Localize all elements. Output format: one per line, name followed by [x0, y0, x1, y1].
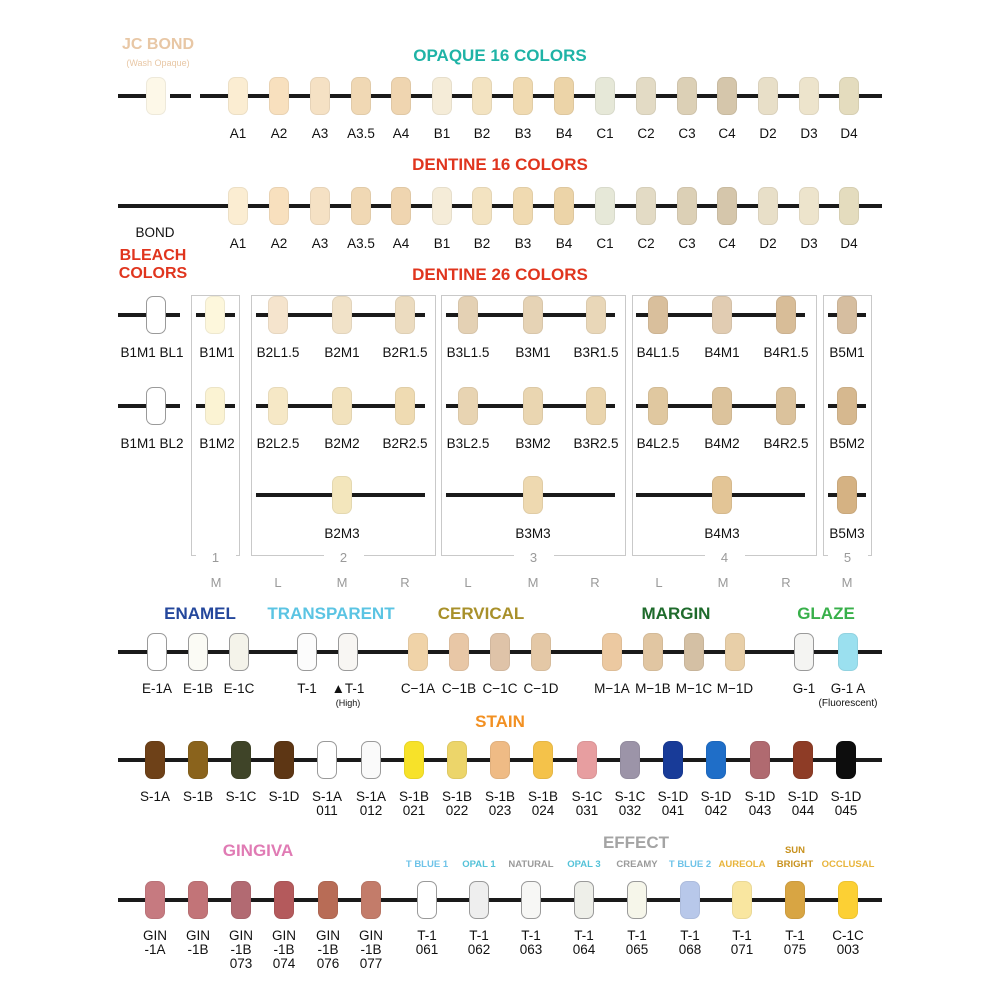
dentine26-swatch: [523, 296, 543, 334]
stain-label: S-1D: [744, 789, 776, 804]
opaque-swatch-c1: [595, 77, 615, 115]
stain-code: 022: [445, 803, 469, 818]
dentine26-swatch: [395, 296, 415, 334]
dentine26-label: B4M2: [704, 436, 740, 451]
margin-label: M−1B: [635, 681, 671, 696]
effect-code: 075: [783, 942, 807, 957]
opaque-swatch-b1: [432, 77, 452, 115]
stain-label: S-1B: [527, 789, 558, 804]
opaque-label: B3: [514, 126, 532, 141]
dentine16-swatch-c4: [717, 187, 737, 225]
dentine16-label: B1: [433, 236, 451, 251]
dentine26-label: B2R2.5: [382, 436, 428, 451]
opaque-label: A4: [392, 126, 410, 141]
dentine26-group-box-3: [441, 295, 626, 556]
dentine16-label: A4: [392, 236, 410, 251]
glaze-title: GLAZE: [797, 604, 855, 623]
opaque-swatch-d3: [799, 77, 819, 115]
effect-name: OPAL 3: [567, 859, 601, 870]
gingiva-title: GINGIVA: [222, 841, 294, 860]
dentine16-label: D2: [759, 236, 777, 251]
transparent-sublabel: (High): [335, 698, 361, 708]
stain-swatch: [577, 741, 597, 779]
dentine16-label: C3: [678, 236, 696, 251]
margin-swatch: [725, 633, 745, 671]
dentine16-swatch-a3: [310, 187, 330, 225]
opaque-label: D2: [759, 126, 777, 141]
dentine16-label: D4: [840, 236, 858, 251]
dentine26-label: B5M1: [829, 345, 865, 360]
dentine26-swatch: [648, 387, 668, 425]
dentine16-label: C4: [718, 236, 736, 251]
effect-label: T-1: [521, 928, 541, 943]
gingiva-label: -1B: [187, 942, 209, 957]
cervical-title: CERVICAL: [437, 604, 525, 623]
opaque-swatch-c2: [636, 77, 656, 115]
dentine16-swatch-d2: [758, 187, 778, 225]
cervical-swatch: [408, 633, 428, 671]
cervical-label: C−1B: [441, 681, 477, 696]
stain-code: 041: [661, 803, 685, 818]
dentine16-swatch-c3: [677, 187, 697, 225]
dentine26-label: B3L2.5: [446, 436, 490, 451]
dentine16-label: B2: [473, 236, 491, 251]
stain-swatch: [404, 741, 424, 779]
dentine26-swatch: [523, 476, 543, 514]
column-letter: R: [590, 575, 600, 590]
bleach-title-line1: BLEACH: [119, 247, 187, 264]
stain-swatch: [145, 741, 165, 779]
stain-label: S-1A: [355, 789, 386, 804]
gingiva-code: 074: [272, 956, 296, 971]
transparent-swatch: [297, 633, 317, 671]
dentine26-swatch: [395, 387, 415, 425]
effect-name-top: SUN: [784, 845, 806, 856]
gingiva-swatch: [361, 881, 381, 919]
stain-label: S-1B: [398, 789, 429, 804]
effect-name: OPAL 1: [462, 859, 496, 870]
dentine26-label: B4M3: [704, 526, 740, 541]
gingiva-swatch: [145, 881, 165, 919]
margin-swatch: [602, 633, 622, 671]
transparent-title: TRANSPARENT: [267, 604, 395, 623]
margin-label: M−1C: [675, 681, 713, 696]
stain-label: S-1B: [182, 789, 213, 804]
opaque-swatch-a3: [310, 77, 330, 115]
stain-title: STAIN: [475, 712, 525, 731]
column-letter: M: [210, 575, 222, 590]
stain-swatch: [750, 741, 770, 779]
opaque-title: OPAQUE 16 COLORS: [413, 46, 587, 65]
opaque-label: C1: [596, 126, 614, 141]
jc-bond-swatch: [146, 77, 166, 115]
dentine26-swatch: [837, 476, 857, 514]
dentine16-label: C2: [637, 236, 655, 251]
cervical-swatch: [490, 633, 510, 671]
effect-swatch: [785, 881, 805, 919]
opaque-swatch-b3: [513, 77, 533, 115]
effect-name: OCCLUSAL: [821, 859, 875, 870]
enamel-swatch: [229, 633, 249, 671]
column-letter: M: [336, 575, 348, 590]
enamel-title: ENAMEL: [164, 604, 236, 623]
dentine26-group-box-4: [632, 295, 817, 556]
column-letter: R: [400, 575, 410, 590]
effect-code: 064: [572, 942, 596, 957]
effect-code: 068: [678, 942, 702, 957]
cervical-label: C−1D: [523, 681, 559, 696]
dentine26-title: DENTINE 26 COLORS: [412, 265, 588, 284]
dentine16-title: DENTINE 16 COLORS: [412, 155, 588, 174]
gingiva-code: 077: [359, 956, 383, 971]
dentine16-label: A2: [270, 236, 288, 251]
column-letter: R: [781, 575, 791, 590]
gingiva-label: -1A: [144, 942, 166, 957]
dentine26-label: B2M1: [324, 345, 360, 360]
column-letter: M: [717, 575, 729, 590]
opaque-swatch-a2: [269, 77, 289, 115]
dentine26-label: B2L1.5: [256, 345, 300, 360]
opaque-label: A2: [270, 126, 288, 141]
transparent-swatch: [338, 633, 358, 671]
stain-code: 012: [359, 803, 383, 818]
stain-swatch: [317, 741, 337, 779]
dentine26-group-box-2: [251, 295, 436, 556]
dentine26-label: B4L2.5: [636, 436, 680, 451]
stain-label: S-1D: [830, 789, 862, 804]
opaque-swatch-b2: [472, 77, 492, 115]
group-number: 4: [705, 550, 745, 565]
gingiva-label: -1B: [360, 942, 382, 957]
dentine26-swatch: [332, 476, 352, 514]
gingiva-code: 073: [229, 956, 253, 971]
effect-label: T-1: [574, 928, 594, 943]
effect-swatch: [680, 881, 700, 919]
effect-code: 063: [519, 942, 543, 957]
effect-label: T-1: [627, 928, 647, 943]
dentine26-swatch: [586, 387, 606, 425]
stain-code: 021: [402, 803, 426, 818]
stain-label: S-1D: [700, 789, 732, 804]
glaze-sublabel: (Fluorescent): [818, 698, 878, 709]
effect-name: T BLUE 1: [405, 859, 449, 870]
dentine16-label: A1: [229, 236, 247, 251]
stain-code: 031: [575, 803, 599, 818]
gingiva-label: -1B: [273, 942, 295, 957]
glaze-swatch: [794, 633, 814, 671]
opaque-swatch-d2: [758, 77, 778, 115]
bleach-label: B1M1 BL2: [120, 436, 184, 451]
opaque-label: B4: [555, 126, 573, 141]
dentine26-label: B3L1.5: [446, 345, 490, 360]
dentine26-label: B5M2: [829, 436, 865, 451]
opaque-label: C4: [718, 126, 736, 141]
effect-name: T BLUE 2: [668, 859, 712, 870]
transparent-label: T-1: [297, 681, 317, 696]
dentine16-label: B3: [514, 236, 532, 251]
column-letter: L: [464, 575, 472, 590]
stain-label: S-1A: [139, 789, 170, 804]
dentine16-label: B4: [555, 236, 573, 251]
stain-label: S-1B: [441, 789, 472, 804]
stain-label: S-1A: [311, 789, 342, 804]
effect-label: T-1: [417, 928, 437, 943]
dentine26-label: B3M1: [515, 345, 551, 360]
dentine16-swatch-b4: [554, 187, 574, 225]
group-number: 1: [196, 550, 236, 565]
dentine26-swatch: [712, 296, 732, 334]
group-number: 3: [514, 550, 554, 565]
dentine16-swatch-d4: [839, 187, 859, 225]
dentine16-swatch-a4: [391, 187, 411, 225]
stain-code: 045: [834, 803, 858, 818]
opaque-label: A1: [229, 126, 247, 141]
gingiva-label: GIN: [271, 928, 296, 943]
gingiva-swatch: [231, 881, 251, 919]
effect-label: C-1C: [832, 928, 864, 943]
bleach-swatch-b1m1-bl2: [146, 387, 166, 425]
column-letter: M: [841, 575, 853, 590]
effect-name: NATURAL: [508, 859, 554, 870]
effect-label: T-1: [785, 928, 805, 943]
dentine26-label: B3R1.5: [573, 345, 619, 360]
stain-swatch: [533, 741, 553, 779]
opaque-swatch-c4: [717, 77, 737, 115]
stain-label: S-1D: [787, 789, 819, 804]
opaque-swatch-a1: [228, 77, 248, 115]
jc-bond-subtitle: (Wash Opaque): [126, 58, 190, 68]
gingiva-code: 076: [316, 956, 340, 971]
bleach-label: B1M2: [199, 436, 235, 451]
dentine16-swatch-a1: [228, 187, 248, 225]
dentine16-swatch-b2: [472, 187, 492, 225]
dentine26-label: B2M3: [324, 526, 360, 541]
opaque-swatch-b4: [554, 77, 574, 115]
column-letter: L: [274, 575, 282, 590]
dentine26-label: B3M2: [515, 436, 551, 451]
dentine26-swatch: [458, 387, 478, 425]
stain-swatch: [231, 741, 251, 779]
opaque-swatch-a4: [391, 77, 411, 115]
jc-bond-title: JC BOND: [121, 36, 194, 53]
effect-name: AUREOLA: [718, 859, 766, 870]
cervical-label: C−1A: [400, 681, 436, 696]
stain-swatch: [706, 741, 726, 779]
stain-label: S-1C: [614, 789, 646, 804]
dentine26-swatch: [332, 296, 352, 334]
stain-code: 044: [791, 803, 815, 818]
effect-swatch: [627, 881, 647, 919]
gingiva-label: GIN: [142, 928, 167, 943]
stain-code: 024: [531, 803, 555, 818]
glaze-swatch: [838, 633, 858, 671]
opaque-line: [200, 94, 882, 98]
dentine16-swatch-d3: [799, 187, 819, 225]
effect-label: T-1: [469, 928, 489, 943]
dentine26-label: B3R2.5: [573, 436, 619, 451]
bleach-title-line2: COLORS: [118, 265, 188, 282]
dentine26-swatch: [837, 387, 857, 425]
stain-label: S-1C: [571, 789, 603, 804]
dentine26-swatch: [268, 296, 288, 334]
effect-swatch: [732, 881, 752, 919]
gingiva-swatch: [274, 881, 294, 919]
dentine26-label: B4R2.5: [763, 436, 809, 451]
bleach-label: B1M1: [199, 345, 235, 360]
effect-swatch: [521, 881, 541, 919]
stain-swatch: [793, 741, 813, 779]
gingiva-swatch: [318, 881, 338, 919]
opaque-label: D4: [840, 126, 858, 141]
margin-swatch: [684, 633, 704, 671]
opaque-label: B2: [473, 126, 491, 141]
stain-label: S-1B: [484, 789, 515, 804]
column-letter: L: [655, 575, 663, 590]
effect-code: 003: [836, 942, 860, 957]
dentine26-group-box-1: [191, 295, 240, 556]
gingiva-label: GIN: [358, 928, 383, 943]
effect-code: 062: [467, 942, 491, 957]
bleach-swatch-b1m1-bl1: [146, 296, 166, 334]
gingiva-swatch: [188, 881, 208, 919]
enamel-label: E-1A: [141, 681, 172, 696]
dentine26-group-box-5: [823, 295, 872, 556]
stain-label: S-1C: [225, 789, 257, 804]
stain-code: 043: [748, 803, 772, 818]
effect-title: EFFECT: [602, 833, 670, 852]
stain-swatch: [663, 741, 683, 779]
opaque-label: C3: [678, 126, 696, 141]
dentine26-swatch: [712, 387, 732, 425]
stain-code: 032: [618, 803, 642, 818]
stain-swatch: [836, 741, 856, 779]
gingiva-label: GIN: [185, 928, 210, 943]
dentine16-label: A3: [311, 236, 329, 251]
dentine16-swatch-a3.5: [351, 187, 371, 225]
margin-label: M−1A: [594, 681, 630, 696]
dentine16-swatch-c1: [595, 187, 615, 225]
dentine26-swatch: [837, 296, 857, 334]
stain-label: S-1D: [268, 789, 300, 804]
margin-title: MARGIN: [641, 604, 711, 623]
enamel-swatch: [147, 633, 167, 671]
dentine26-swatch: [776, 387, 796, 425]
gingiva-label: GIN: [315, 928, 340, 943]
stain-swatch: [274, 741, 294, 779]
effect-code: 065: [625, 942, 649, 957]
dentine16-swatch-c2: [636, 187, 656, 225]
glaze-label: G-1 A: [830, 681, 866, 696]
opaque-swatch-d4: [839, 77, 859, 115]
bond-label: BOND: [135, 225, 175, 240]
gingiva-label: -1B: [317, 942, 339, 957]
effect-code: 061: [415, 942, 439, 957]
opaque-label: C2: [637, 126, 655, 141]
dentine26-swatch: [332, 387, 352, 425]
dentine26-swatch: [586, 296, 606, 334]
stain-swatch: [188, 741, 208, 779]
stain-code: 011: [316, 803, 338, 818]
gingiva-label: -1B: [230, 942, 252, 957]
effect-code: 071: [730, 942, 754, 957]
stain-swatch: [447, 741, 467, 779]
stain-label: S-1D: [657, 789, 689, 804]
enamel-label: E-1B: [182, 681, 213, 696]
opaque-swatch-a3.5: [351, 77, 371, 115]
effect-swatch: [574, 881, 594, 919]
opaque-label: D3: [800, 126, 818, 141]
jc-bond-line-right: [170, 94, 191, 98]
jc-bond-line-left: [118, 94, 147, 98]
dentine16-label: D3: [800, 236, 818, 251]
cervical-label: C−1C: [482, 681, 518, 696]
dentine16-swatch-b3: [513, 187, 533, 225]
opaque-label: A3.5: [347, 126, 375, 141]
dentine16-label: C1: [596, 236, 614, 251]
effect-name: BRIGHT: [776, 859, 814, 870]
dentine26-swatch: [648, 296, 668, 334]
transparent-label: ▲T-1: [331, 681, 365, 696]
dentine16-swatch-a2: [269, 187, 289, 225]
margin-swatch: [643, 633, 663, 671]
effect-label: T-1: [732, 928, 752, 943]
group-number: 5: [828, 550, 868, 565]
dentine26-label: B3M3: [515, 526, 551, 541]
group-number: 2: [324, 550, 364, 565]
dentine26-swatch: [458, 296, 478, 334]
dentine26-label: B2M2: [324, 436, 360, 451]
stain-code: 042: [704, 803, 728, 818]
bleach-swatch-b1m1: [205, 296, 225, 334]
enamel-swatch: [188, 633, 208, 671]
bleach-swatch-b1m2: [205, 387, 225, 425]
effect-swatch: [469, 881, 489, 919]
effect-swatch: [838, 881, 858, 919]
effect-name: CREAMY: [616, 859, 658, 870]
enamel-label: E-1C: [223, 681, 255, 696]
dentine26-label: B2R1.5: [382, 345, 428, 360]
dentine16-label: A3.5: [347, 236, 375, 251]
opaque-label: A3: [311, 126, 329, 141]
gingiva-label: GIN: [228, 928, 253, 943]
opaque-label: B1: [433, 126, 451, 141]
bleach-label: B1M1 BL1: [120, 345, 184, 360]
effect-swatch: [417, 881, 437, 919]
dentine26-label: B4L1.5: [636, 345, 680, 360]
margin-label: M−1D: [716, 681, 754, 696]
opaque-swatch-c3: [677, 77, 697, 115]
dentine26-swatch: [776, 296, 796, 334]
dentine26-label: B5M3: [829, 526, 865, 541]
cervical-swatch: [449, 633, 469, 671]
stain-swatch: [620, 741, 640, 779]
dentine16-swatch-b1: [432, 187, 452, 225]
glaze-label: G-1: [792, 681, 816, 696]
effect-label: T-1: [680, 928, 700, 943]
cervical-swatch: [531, 633, 551, 671]
dentine26-swatch: [712, 476, 732, 514]
dentine26-swatch: [523, 387, 543, 425]
stain-code: 023: [488, 803, 512, 818]
dentine26-label: B4R1.5: [763, 345, 809, 360]
stain-swatch: [490, 741, 510, 779]
dentine26-swatch: [268, 387, 288, 425]
dentine26-label: B4M1: [704, 345, 740, 360]
dentine26-label: B2L2.5: [256, 436, 300, 451]
stain-swatch: [361, 741, 381, 779]
column-letter: M: [527, 575, 539, 590]
